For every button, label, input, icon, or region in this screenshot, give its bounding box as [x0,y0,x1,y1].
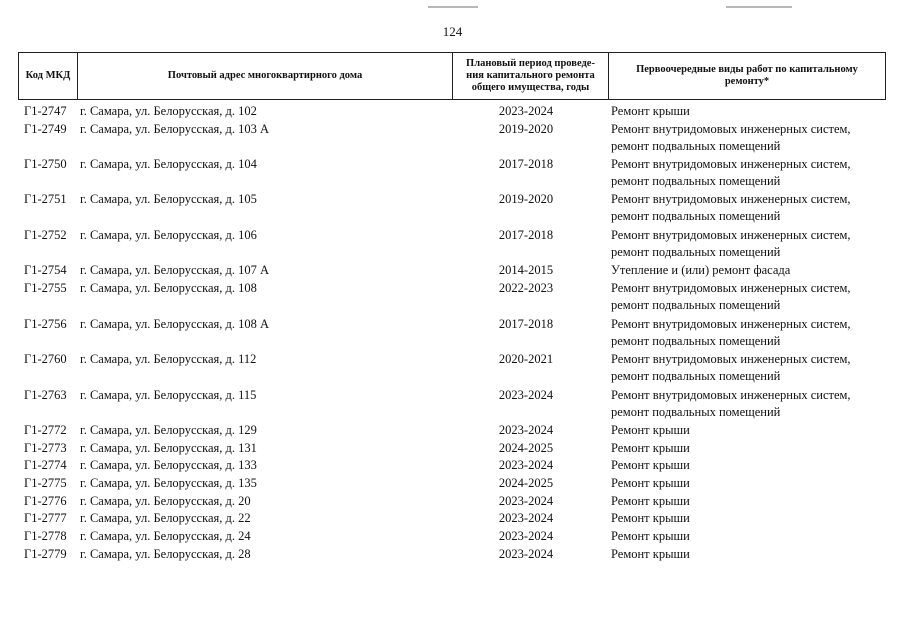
scan-artifact-left [428,6,478,8]
cell-address: г. Самара, ул. Белорусская, д. 106 [80,228,257,242]
cell-works-line: Ремонт крыши [611,547,690,561]
cell-works-line: Ремонт крыши [611,441,690,455]
cell-address: г. Самара, ул. Белорусская, д. 103 А [80,122,270,136]
cell-period: 2023-2024 [498,511,554,525]
cell-works-line: ремонт подвальных помещений [611,174,781,188]
cell-works [611,191,891,225]
cell-code: Г1-2754 [24,263,67,277]
cell-period: 2023-2024 [498,494,554,508]
cell-period: 2023-2024 [498,388,554,402]
cell-address: г. Самара, ул. Белорусская, д. 112 [80,352,257,366]
cell-address: г. Самара, ул. Белорусская, д. 24 [80,529,251,543]
cell-code: Г1-2777 [24,511,67,525]
page-number: 124 [442,24,463,39]
header-period [452,53,608,99]
cell-works [611,121,891,155]
cell-period: 2023-2024 [498,547,554,561]
header-period-line: общего имущества, годы [471,82,590,93]
cell-works-line: ремонт подвальных помещений [611,139,781,153]
cell-code: Г1-2752 [24,228,67,242]
cell-code: Г1-2775 [24,476,67,490]
cell-works [611,493,891,510]
cell-works [611,440,891,457]
cell-period: 2020-2021 [498,352,554,366]
cell-works-line: Ремонт крыши [611,458,690,472]
cell-address: г. Самара, ул. Белорусская, д. 115 [80,388,257,402]
cell-period: 2023-2024 [498,423,554,437]
header-works-line: ремонту* [724,76,770,87]
cell-works [611,528,891,545]
header-works-line: Первоочередные виды работ по капитальному [636,64,858,75]
cell-address: г. Самара, ул. Белорусская, д. 102 [80,104,257,118]
cell-works [611,280,891,314]
cell-period: 2014-2015 [498,263,554,277]
header-address: Почтовый адрес многоквартирного дома [77,53,452,99]
cell-works-line: Ремонт внутридомовых инженерных систем, [611,352,851,366]
cell-address: г. Самара, ул. Белорусская, д. 107 А [80,263,270,277]
header-period-line: Плановый период проведе- [466,58,595,69]
cell-works [611,227,891,261]
cell-works [611,546,891,563]
cell-code: Г1-2763 [24,388,67,402]
cell-works-line: Ремонт крыши [611,476,690,490]
cell-period: 2019-2020 [498,122,554,136]
table-header [18,52,886,100]
cell-period: 2019-2020 [498,192,554,206]
cell-works [611,103,891,120]
cell-code: Г1-2773 [24,441,67,455]
cell-code: Г1-2747 [24,104,67,118]
cell-works [611,316,891,350]
cell-works [611,156,891,190]
cell-period: 2017-2018 [498,157,554,171]
cell-works [611,457,891,474]
cell-code: Г1-2774 [24,458,67,472]
cell-period: 2017-2018 [498,317,554,331]
cell-code: Г1-2779 [24,547,67,561]
cell-code: Г1-2772 [24,423,67,437]
cell-period: 2023-2024 [498,458,554,472]
cell-address: г. Самара, ул. Белорусская, д. 22 [80,511,251,525]
cell-address: г. Самара, ул. Белорусская, д. 20 [80,494,251,508]
cell-address: г. Самара, ул. Белорусская, д. 28 [80,547,251,561]
cell-code: Г1-2755 [24,281,67,295]
cell-works [611,510,891,527]
cell-period: 2023-2024 [498,529,554,543]
cell-works-line: Ремонт крыши [611,494,690,508]
cell-address: г. Самара, ул. Белорусская, д. 129 [80,423,257,437]
cell-works [611,422,891,439]
cell-code: Г1-2776 [24,494,67,508]
cell-period: 2024-2025 [498,476,554,490]
cell-period: 2023-2024 [498,104,554,118]
cell-address: г. Самара, ул. Белорусская, д. 108 А [80,317,270,331]
scan-artifact-right [726,6,792,8]
cell-works-line: ремонт подвальных помещений [611,209,781,223]
cell-works-line: Ремонт внутридомовых инженерных систем, [611,192,851,206]
cell-works-line: Ремонт крыши [611,423,690,437]
cell-works-line: Утепление и (или) ремонт фасада [611,263,791,277]
cell-works-line: Ремонт крыши [611,511,690,525]
cell-works-line: ремонт подвальных помещений [611,334,781,348]
cell-works-line: Ремонт внутридомовых инженерных систем, [611,281,851,295]
cell-period: 2024-2025 [498,441,554,455]
cell-code: Г1-2751 [24,192,67,206]
cell-code: Г1-2749 [24,122,67,136]
cell-address: г. Самара, ул. Белорусская, д. 104 [80,157,257,171]
cell-works-line: Ремонт крыши [611,104,690,118]
cell-works-line: Ремонт внутридомовых инженерных систем, [611,388,851,402]
cell-works-line: ремонт подвальных помещений [611,405,781,419]
header-works [608,53,885,99]
cell-works-line: Ремонт внутридомовых инженерных систем, [611,157,851,171]
cell-period: 2017-2018 [498,228,554,242]
cell-works-line: Ремонт крыши [611,529,690,543]
cell-works-line: Ремонт внутридомовых инженерных систем, [611,317,851,331]
cell-code: Г1-2778 [24,529,67,543]
cell-works [611,351,891,385]
cell-address: г. Самара, ул. Белорусская, д. 133 [80,458,257,472]
cell-period: 2022-2023 [498,281,554,295]
cell-works-line: ремонт подвальных помещений [611,245,781,259]
cell-code: Г1-2760 [24,352,67,366]
cell-address: г. Самара, ул. Белорусская, д. 108 [80,281,257,295]
cell-address: г. Самара, ул. Белорусская, д. 135 [80,476,257,490]
cell-works-line: ремонт подвальных помещений [611,298,781,312]
cell-works-line: Ремонт внутридомовых инженерных систем, [611,228,851,242]
cell-works-line: ремонт подвальных помещений [611,369,781,383]
cell-works [611,387,891,421]
cell-code: Г1-2756 [24,317,67,331]
cell-works [611,262,891,279]
cell-address: г. Самара, ул. Белорусская, д. 131 [80,441,257,455]
cell-works [611,475,891,492]
cell-address: г. Самара, ул. Белорусская, д. 105 [80,192,257,206]
header-period-line: ния капитального ремонта [466,70,595,81]
header-code: Код МКД [25,70,71,81]
cell-code: Г1-2750 [24,157,67,171]
cell-works-line: Ремонт внутридомовых инженерных систем, [611,122,851,136]
